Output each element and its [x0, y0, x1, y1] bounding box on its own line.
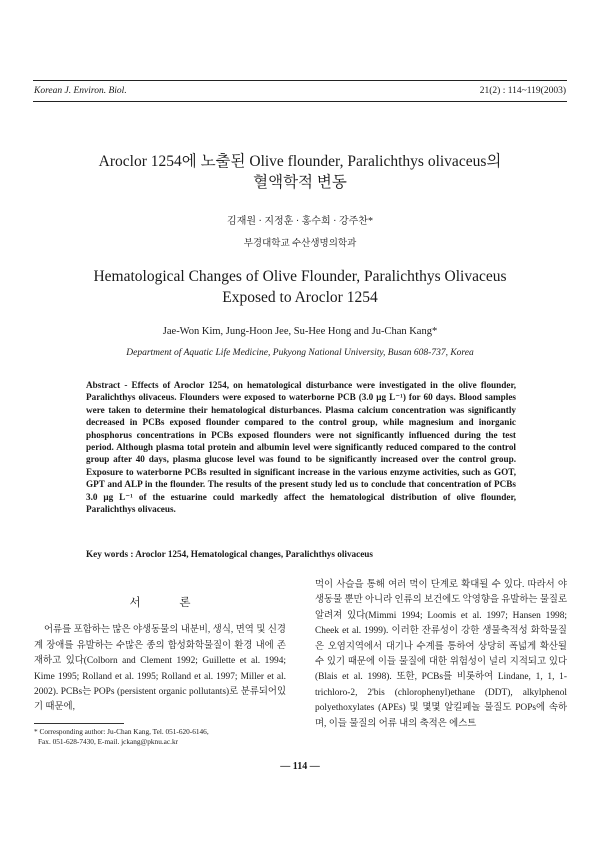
english-affiliation: Department of Aquatic Life Medicine, Pukyong National University, Busan 608-737, Korea: [126, 348, 474, 358]
korean-authors: 김재원 · 지정훈 · 홍수희 · 강주찬*: [227, 216, 373, 227]
korean-title-line-1: Aroclor 1254에 노출된 Olive flounder, Paralichthys olivaceus의: [98, 153, 502, 170]
footnote-line-2: Fax. 051-628-7430, E-mail. jckang@pknu.ac.kr: [38, 737, 179, 746]
english-authors: Jae-Won Kim, Jung-Hoon Jee, Su-Hee Hong and Ju-Chan Kang*: [162, 326, 438, 337]
keywords: Key words : Aroclor 1254, Hematological changes, Paralichthys olivaceus: [86, 549, 373, 559]
abstract: Abstract - Effects of Aroclor 1254, on hematological disturbance were investigated in the olive flounder, Paralichthys olivaceus. Flounders were exposed to waterborne PCB (3.0 μg L⁻¹) for 60 days. Blood samples were taken to determine their hematological disturbances. Plasma calcium concentration was significantly decreased in PCBs exposed flounder compared to the control group, while magnesium and inorganic phosphorus concentrations in PCBs exposed flounders were not significantly influenced during the test period. Although plasma total protein and albumin level were significantly reduced compared to the control group after 40 days, plasma glucose level was found to be significantly increased over the control group. Exposure to waterborne PCBs resulted in significant increase in the various enzyme activities, such as GOT, GPT and ALP in the flounder. The results of the present study led us to conclude that concentration of PCBs 3.0 μg L⁻¹ of the estuarine could markedly affect the hematological distribution of olive flounder, Paralichthys olivaceus.: [86, 380, 516, 515]
section-heading-introduction: 서 론: [129, 597, 209, 609]
header-bottom-rule: [33, 101, 567, 102]
header-top-rule: [33, 80, 567, 81]
corresponding-author-footnote: [34, 727, 209, 747]
korean-affiliation: 부경대학교 수산생명의학과: [243, 239, 357, 249]
english-title-line-2: Exposed to Aroclor 1254: [222, 289, 378, 306]
page-number: — 114 —: [280, 761, 320, 772]
right-column-text: 먹이 사슬을 통해 여러 먹이 단계로 확대될 수 있다. 따라서 야생동물 뿐만 아니라 인류의 보건에도 악영향을 유발하는 물질로 알려져 있다(Mimmi 1994; Loomis et al. 1997; Hansen 1998; Cheek et al. 1999). 이러한 잔류성이 강한 생물축적성 화학물질은 오염지역에서 대기나 수계를 통하여 상당히 폭넓게 확산될 수 있기 때문에 이들 물질에 대한 위험성이 널리 지적되고 있다(Blais et al. 1998). 또한, PCBs를 비롯하여 Lindane, 1, 1, 1-trichloro-2, 2'bis (chlorophenyl)ethane (DDT), alkylphenol polyethoxylates (APEs) 및 몇몇 알킬페놀 물질도 POPs에 속하며, 이들 물질의 어류 내의 축적은 에스트: [315, 580, 567, 729]
korean-title-line-2: 혈액학적 변동: [253, 174, 347, 191]
korean-title: [33, 151, 567, 193]
citation: 21(2) : 114~119(2003): [479, 86, 566, 96]
left-column-text: 어류를 포함하는 많은 야생동물의 내분비, 생식, 면역 및 신경계 장애를 유발하는 수많은 종의 합성화학물질이 환경 내에 존재하고 있다(Colborn and Clement 1992; Guillette et al. 1994; Kime 1995; Rolland et al. 1995; Rolland et al. 1997; Miller et al. 2002). PCBs는 POPs (persistent organic pollutants)로 분류되어있기 때문에,: [34, 625, 286, 713]
journal-name: Korean J. Environ. Biol.: [34, 86, 127, 96]
english-title: [33, 266, 567, 308]
english-title-line-1: Hematological Changes of Olive Flounder, Paralichthys Olivaceus: [93, 268, 507, 285]
footnote-line-1: * Corresponding author: Ju-Chan Kang, Tel. 051-620-6146,: [34, 727, 209, 736]
right-column: [315, 578, 567, 732]
left-column: [34, 586, 286, 716]
footnote-rule: [34, 723, 124, 724]
